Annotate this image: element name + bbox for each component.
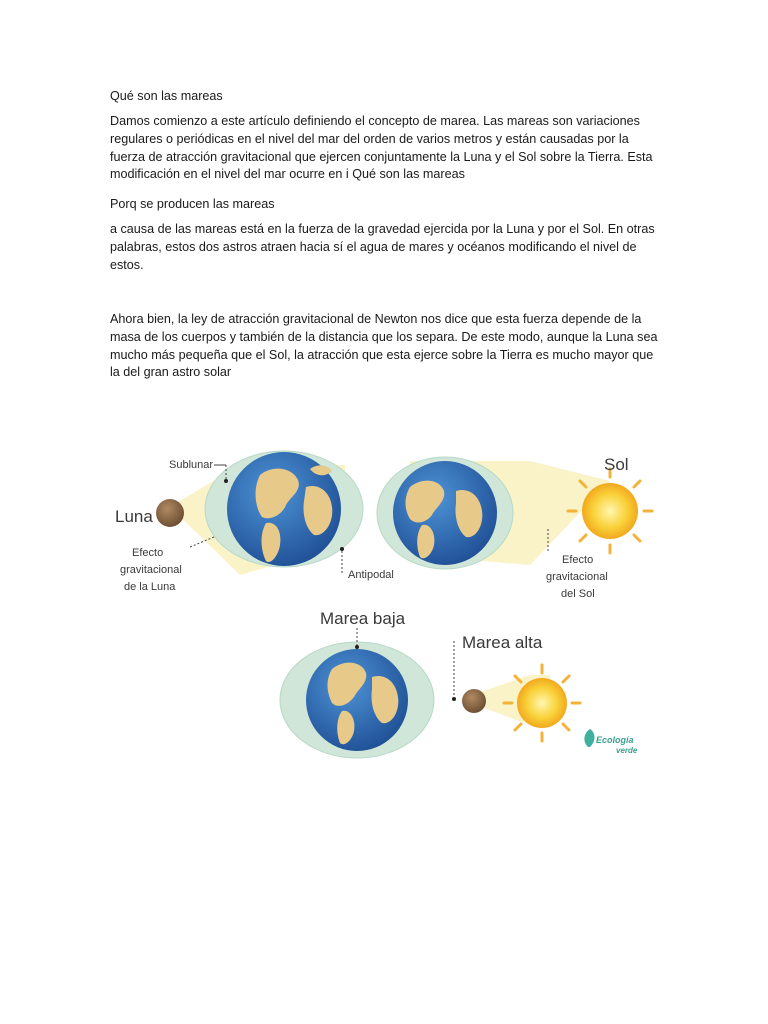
paragraph-3-text: Ahora bien, la ley de atracción gravitacional de Newton nos dice que esta fuerza depende de la masa de los cuerpos y también de la distancia que los separa. De este modo, aunque la Luna sea mucho más pequeña que el Sol, la atracción que esta ejerce sobre la Tierra es mucho mayor que la del gran astro solar (110, 312, 658, 380)
antipodal-dot (340, 547, 344, 551)
label-sublunar: Sublunar (169, 459, 214, 471)
paragraph-2-text: a causa de las mareas está en la fuerza de la gravedad ejercida por la Luna y por el Sol. En otras palabras, estos dos astros atraen hacia sí el agua de mares y océanos modificando el nivel de estos. (110, 222, 655, 272)
logo-text-2: verde (616, 746, 638, 755)
earth-globe-2 (393, 461, 497, 565)
label-marea-baja: Marea baja (320, 609, 406, 628)
paragraph-2 (110, 221, 658, 274)
earth-globe-1 (227, 452, 341, 566)
label-sol: Sol (604, 455, 629, 474)
moon-bottom (462, 689, 486, 713)
marea-alta-dot (452, 697, 456, 701)
logo-text-1: Ecología (596, 735, 634, 745)
tides-diagram-svg (110, 425, 658, 761)
label-efecto-sol-2: gravitacional (546, 571, 608, 583)
heading-que-son: Qué son las mareas (110, 89, 223, 103)
marea-baja-dot (355, 645, 359, 649)
sublunar-dot (224, 479, 228, 483)
heading-porq: Porq se producen las mareas (110, 197, 275, 211)
label-efecto-luna-1: Efecto (132, 547, 164, 559)
label-efecto-luna-2: gravitacional (120, 564, 182, 576)
tides-diagram (110, 425, 658, 761)
paragraph-1-text: Damos comienzo a este artículo definiendo el concepto de marea. Las mareas son variaciones regulares o periódicas en el nivel del mar del orden de varios metros y están causadas por la fuerza de atracción gravitacional que ejercen conjuntamente la Luna y el Sol sobre la Tierra. Esta modificación en el nivel del mar ocurre en i Qué son las mareas (110, 114, 653, 182)
earth-globe-3 (306, 649, 408, 751)
label-efecto-sol-1: Efecto (562, 554, 594, 566)
paragraph-3 (110, 311, 658, 382)
label-marea-alta: Marea alta (462, 633, 543, 652)
moon-left (156, 499, 184, 527)
label-luna: Luna (115, 507, 153, 526)
label-efecto-luna-3: de la Luna (124, 581, 176, 593)
label-efecto-sol-3: del Sol (561, 588, 595, 600)
label-antipodal: Antipodal (348, 569, 394, 581)
paragraph-1 (110, 113, 658, 184)
